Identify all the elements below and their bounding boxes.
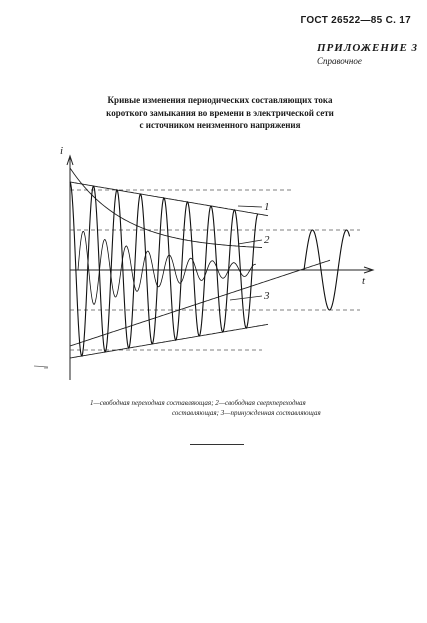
envelope-curves bbox=[70, 168, 330, 358]
leader-line-2 bbox=[238, 240, 262, 244]
figure-title-line: с источником неизменного напряжения bbox=[139, 120, 301, 130]
labels bbox=[60, 145, 366, 302]
appendix-status: Справочное bbox=[317, 56, 362, 66]
appendix-title: ПРИЛОЖЕНИЕ 3 bbox=[317, 42, 419, 54]
x-axis-label: t bbox=[362, 275, 366, 287]
curve-label-1: 1 bbox=[264, 201, 270, 213]
caption-line: 1—свободная переходная составляющая; 2—свободная сверхпереходная bbox=[90, 399, 306, 407]
page-header: ГОСТ 26522—85 С. 17 bbox=[300, 15, 411, 26]
separator-rule bbox=[190, 444, 244, 445]
curve-label-2: 2 bbox=[264, 234, 270, 246]
oscillation-curves bbox=[70, 182, 350, 356]
figure-title-line: короткого замыкания во времени в электрической сети bbox=[106, 107, 334, 118]
figure-title-line: Кривые изменения периодических составляющих тока bbox=[107, 95, 333, 105]
figure-caption bbox=[90, 399, 402, 418]
y-axis-label: i bbox=[60, 145, 64, 157]
envelope-1-upper bbox=[70, 182, 268, 216]
leader-line-1 bbox=[238, 206, 262, 207]
envelope-1-lower bbox=[70, 324, 268, 358]
oscillation-1 bbox=[70, 182, 258, 356]
leader-lines bbox=[230, 206, 262, 300]
caption-line: составляющая; 3—принужденная составляющая bbox=[172, 408, 321, 417]
margin-mark bbox=[34, 366, 48, 368]
leader-line-3 bbox=[230, 296, 262, 300]
curve-label-3: 3 bbox=[264, 290, 270, 302]
